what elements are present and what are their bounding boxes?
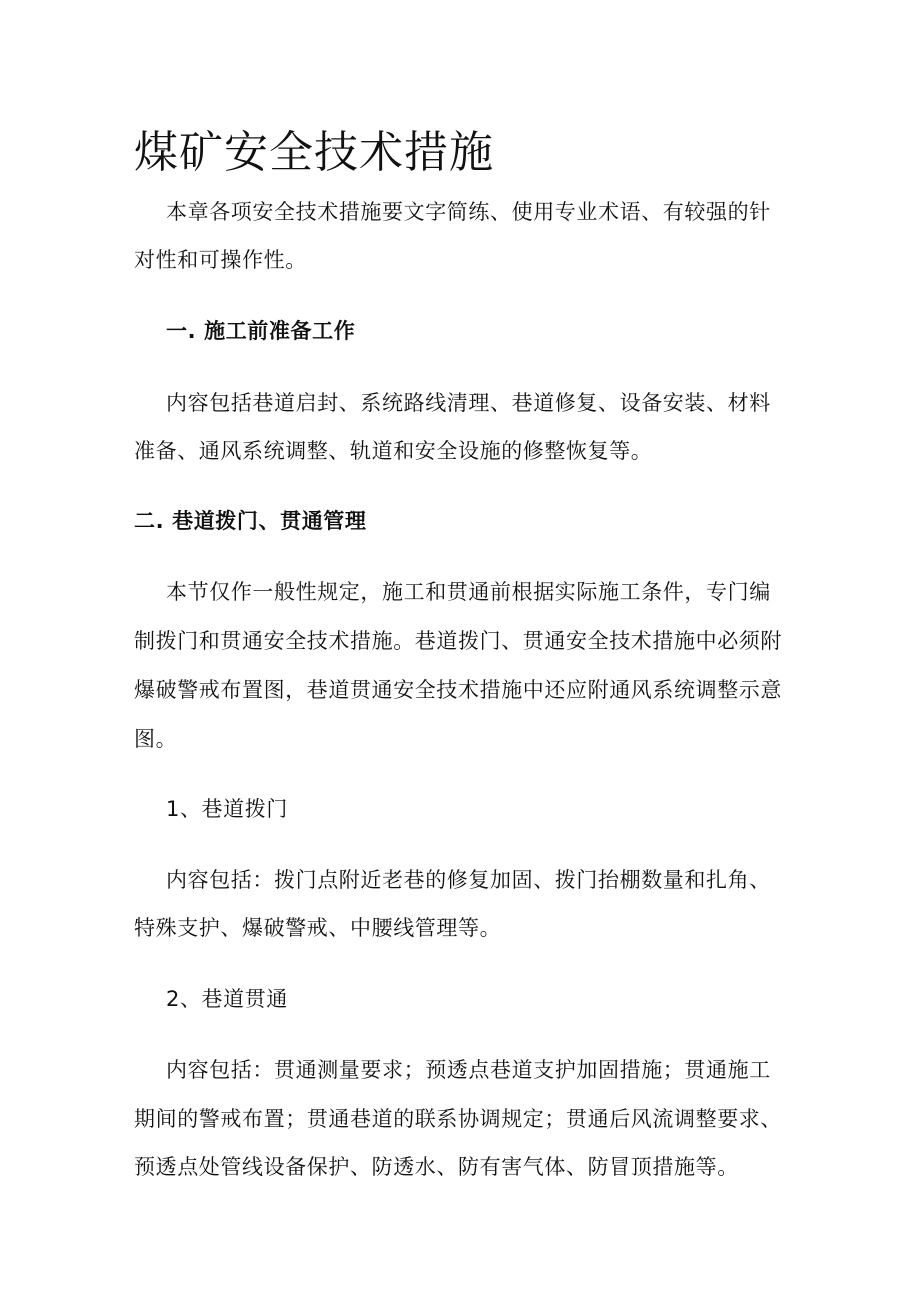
page-title: 煤矿安全技术措施 xyxy=(134,127,494,178)
subsection-2-paragraph-line-3: 预透点处管线设备保护、防透水、防有害气体、防冒顶措施等。 xyxy=(134,1155,739,1179)
subsection-1-heading: 1、巷道拨门 xyxy=(166,797,288,821)
section-2-paragraph-line-2: 制拨门和贯通安全技术措施。巷道拨门、贯通安全技术措施中必须附 xyxy=(134,629,782,653)
subsection-2-heading: 2、巷道贯通 xyxy=(166,987,288,1011)
subsection-2-paragraph-line-2: 期间的警戒布置；贯通巷道的联系协调规定；贯通后风流调整要求、 xyxy=(134,1107,782,1131)
intro-line-1: 本章各项安全技术措施要文字简练、使用专业术语、有较强的针 xyxy=(166,200,771,224)
intro-line-2: 对性和可操作性。 xyxy=(134,248,307,272)
subsection-2-paragraph-line-1: 内容包括：贯通测量要求；预透点巷道支护加固措施；贯通施工 xyxy=(166,1058,771,1082)
section-2-paragraph-line-3: 爆破警戒布置图，巷道贯通安全技术措施中还应附通风系统调整示意 xyxy=(134,678,782,702)
section-1-heading: 一. 施工前准备工作 xyxy=(166,319,356,343)
section-1-paragraph-line-2: 准备、通风系统调整、轨道和安全设施的修整恢复等。 xyxy=(134,439,653,463)
section-1-paragraph-line-1: 内容包括巷道启封、系统路线清理、巷道修复、设备安装、材料 xyxy=(166,391,771,415)
section-2-paragraph-line-4: 图。 xyxy=(134,727,178,751)
section-2-heading: 二. 巷道拨门、贯通管理 xyxy=(134,509,367,533)
subsection-1-paragraph-line-1: 内容包括：拨门点附近老巷的修复加固、拨门抬棚数量和扎角、 xyxy=(166,868,771,892)
subsection-1-paragraph-line-2: 特殊支护、爆破警戒、中腰线管理等。 xyxy=(134,916,502,940)
section-2-paragraph-line-1: 本节仅作一般性规定，施工和贯通前根据实际施工条件，专门编 xyxy=(166,580,771,604)
